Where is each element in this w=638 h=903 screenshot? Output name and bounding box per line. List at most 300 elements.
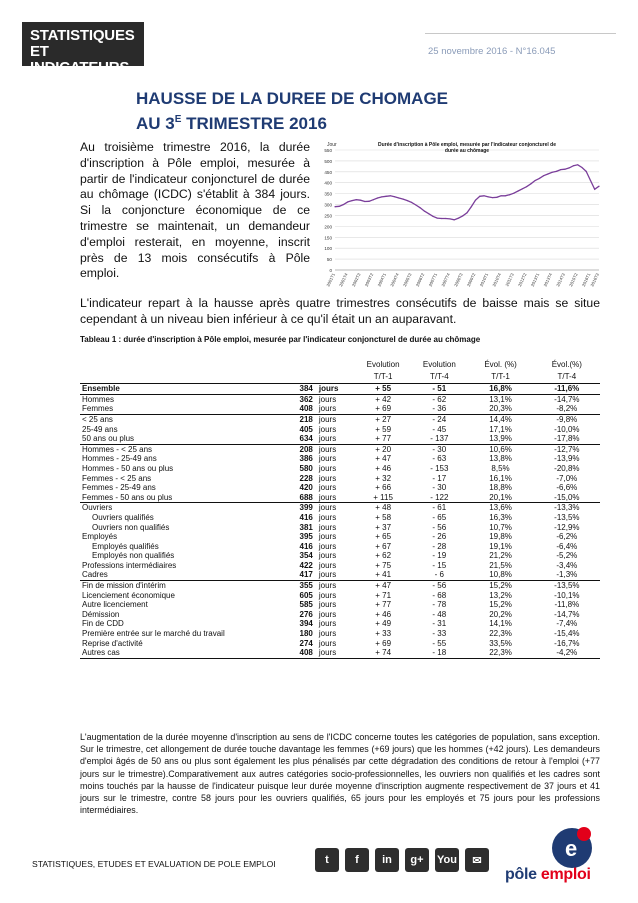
data-point [522,188,523,189]
row-pct-t4: -13,9% [554,454,580,464]
data-point [411,202,412,203]
row-unit: jours [318,512,337,522]
row-pct-t1: 20,1% [489,492,512,502]
row-days: 416 [299,512,313,522]
row-unit: jours [318,492,337,502]
data-point [483,195,484,196]
table-row [80,600,600,610]
row-evol-t1: + 47 [375,454,392,464]
row-evol-t1: + 67 [375,541,392,551]
data-point [564,169,565,170]
row-days: 688 [299,492,313,502]
row-pct-t4: -11,8% [554,600,580,610]
x-tick-label: 2014T3 [555,272,566,288]
row-evol-t1: + 49 [375,619,392,629]
chart-title-line-1: Durée d'inscription à Pôle emploi, mesurée par l'indicateur conjoncturel de [378,142,556,148]
table-caption: Tableau 1 : durée d'inscription à Pôle emploi, mesurée par l'indicateur conjoncturel de durée au chômage [80,335,481,344]
table-row [80,551,600,561]
x-tick-label: 2006T2 [414,272,426,288]
data-point [449,218,450,219]
data-point [500,195,501,196]
row-evol-t4: - 55 [432,638,447,648]
row-pct-t4: -17,8% [554,434,580,444]
row-label: Femmes - 50 ans ou plus [82,492,173,502]
column-header: T/T-4 [429,371,449,381]
data-point [530,183,531,184]
column-header: Évol.(%) [551,360,582,369]
column-header: Évol. (%) [484,360,517,369]
table-row [80,454,600,464]
row-evol-t1: + 71 [375,590,392,600]
row-pct-t4: -9,8% [534,414,600,424]
duration-table [80,360,600,659]
row-unit: jours [318,404,337,414]
row-unit: jours [318,609,337,619]
row-unit: jours [315,444,355,454]
table-row [80,610,600,620]
row-unit: jours [318,532,337,542]
row-evol-t1: + 58 [375,512,392,522]
row-days: 422 [299,560,313,570]
table-row [80,414,600,424]
row-days: 408 [299,404,313,414]
data-point [526,186,527,187]
row-evol-t4: - 33 [432,629,447,639]
table-row [80,561,600,571]
title-line-2-suffix: TRIMESTRE 2016 [181,114,327,133]
y-axis-label: Jour [327,142,337,148]
row-days: 276 [299,609,313,619]
data-point [488,196,489,197]
title-line-1: HAUSSE DE LA DUREE DE CHOMAGE [136,89,449,108]
data-point [360,200,361,201]
row-pct-t1: 16,1% [489,473,512,483]
table-row [80,523,600,533]
row-evol-t4: - 62 [432,394,447,404]
row-evol-t1: + 47 [355,581,411,591]
row-evol-t1: + 27 [355,414,411,424]
header-spacer [80,372,287,384]
row-days: 405 [299,424,313,434]
row-evol-t4: - 17 [432,473,447,483]
row-unit: jours [315,414,355,424]
row-pct-t4: -15,0% [554,492,580,502]
row-days: 605 [299,590,313,600]
row-unit: jours [318,483,337,493]
table-row [80,532,600,542]
row-pct-t4: -14,7% [554,394,580,404]
data-point [373,199,374,200]
row-days: 228 [299,473,313,483]
header-spacer [287,360,315,372]
row-days: 362 [299,394,313,404]
row-pct-t4: -10,1% [554,590,580,600]
data-point [517,190,518,191]
row-pct-t4: -6,4% [556,541,578,551]
header-spacer [315,360,355,372]
row-evol-t4: - 26 [432,532,447,542]
row-unit: jours [318,473,337,483]
row-pct-t4: -13,3% [534,503,600,513]
row-unit: jours [318,638,337,648]
row-pct-t1: 22,3% [489,629,512,639]
logo-word-1: pôle [505,866,537,883]
duration-chart-svg [315,138,605,298]
row-days: 585 [299,600,313,610]
row-pct-t1: 8,5% [491,463,510,473]
row-evol-t4: - 51 [411,384,467,395]
x-tick-label: 2016T1 [580,272,592,288]
table-row [80,464,600,474]
row-pct-t4: -13,5% [554,512,580,522]
brand-line-2: ET INDICATEURS [30,43,130,76]
row-label: Autre licenciement [82,600,148,610]
x-tick-label: 2013T1 [529,272,541,288]
row-pct-t4: -8,2% [556,404,578,414]
row-pct-t1: 19,8% [489,532,512,542]
row-evol-t4: - 68 [432,590,447,600]
row-unit: jours [315,648,355,658]
data-point [581,167,582,168]
row-unit: jours [318,590,337,600]
row-days: 386 [299,454,313,464]
table-row [80,384,600,395]
data-point [556,171,557,172]
row-pct-t1: 15,2% [489,600,512,610]
data-point [513,193,514,194]
row-unit: jours [318,541,337,551]
row-days: 420 [299,483,313,493]
row-evol-t4: - 153 [430,463,449,473]
row-pct-t1: 21,2% [489,551,512,561]
row-pct-t1: 21,5% [489,560,512,570]
table-row [80,483,600,493]
row-pct-t4: -14,7% [554,609,580,619]
analysis-paragraph: L'augmentation de la durée moyenne d'inscription au sens de l'ICDC concerne toutes les catégories de population, sans exception. Sur le trimestre, cet allongement de durée touche davantage les femmes (+69 jours) que les hommes (+42 jours). Les demandeurs d'emploi âgés de 50 ans ou plus sont également les plus pénalisés par cette dégradation des conditions de retour à l'emploi (+77 jours sur le trimestre).Comparativement aux autres catégories socio-professionnelles, les ouvriers non qualifiés et les cadres sont moins touchés par la hausse de l'indicateur puisque leur durée moyenne d'inscription augmente respectivement de 37 jours et 41 jours sur le trimestre, contre 58 jours pour les ouvriers qualifiés, 65 jours pour les employés et 75 jours pour les professions intermédiaires. [80,732,600,816]
row-label: Première entrée sur le marché du travail [82,629,225,639]
row-evol-t4: - 36 [432,404,447,414]
row-unit: jours [318,560,337,570]
row-days: 634 [299,434,313,444]
duration-chart [315,138,605,298]
googleplus-icon[interactable]: g+ [405,848,429,872]
row-days: 180 [299,629,313,639]
row-days: 274 [299,638,313,648]
linkedin-icon[interactable]: in [375,848,399,872]
row-pct-t4: -1,3% [556,570,578,580]
row-pct-t1: 13,8% [489,454,512,464]
row-evol-t1: + 46 [375,463,392,473]
logo-e-glyph: e [565,836,578,861]
row-pct-t4: -12,9% [554,522,580,532]
row-label: Hommes - 25-49 ans [82,454,157,464]
podcast-icon[interactable]: ✉ [465,848,489,872]
data-point [535,180,536,181]
x-tick-label: 2004T4 [389,272,400,288]
data-point [509,194,510,195]
row-pct-t4: -12,7% [534,444,600,454]
x-tick-label: 2008T3 [453,272,464,288]
data-point [390,195,391,196]
y-tick-label: 350 [324,191,332,197]
row-evol-t1: + 32 [375,473,392,483]
x-tick-label: 2012T2 [516,272,528,288]
row-pct-t4: -16,7% [554,638,580,648]
row-pct-t4: -5,2% [556,551,578,561]
row-days: 399 [287,503,315,513]
row-evol-t1: + 33 [375,629,392,639]
row-unit: jours [318,394,337,404]
table-row [80,503,600,513]
data-point [351,200,352,201]
row-evol-t4: - 56 [411,581,467,591]
row-pct-t4: -10,0% [554,424,580,434]
y-tick-label: 450 [324,169,332,175]
row-evol-t4: - 122 [430,492,449,502]
row-unit: jours [318,629,337,639]
row-days: 354 [299,551,313,561]
row-label: Femmes - 25-49 ans [82,483,156,493]
x-tick-label: 2016T3 [589,272,600,288]
table-row [80,434,600,444]
row-pct-t1: 17,1% [489,424,512,434]
table-header-row [80,360,600,372]
facebook-icon[interactable]: f [345,848,369,872]
row-evol-t1: + 55 [355,384,411,395]
column-header: T/T-1 [491,371,510,381]
x-tick-label: 2004T1 [376,272,388,288]
row-evol-t4: - 61 [411,503,467,513]
row-unit: jours [318,600,337,610]
row-label: Employés qualifiés [92,541,159,551]
row-unit: jours [318,570,337,580]
data-point [598,186,599,187]
row-days: 580 [299,463,313,473]
row-pct-t1: 16,3% [489,512,512,522]
x-tick-label: 2011T3 [504,272,515,288]
row-pct-t1: 10,6% [467,444,533,454]
row-pct-t4: -7,0% [556,473,578,483]
data-point [428,213,429,214]
data-point [347,201,348,202]
row-evol-t4: - 63 [432,454,447,464]
data-point [577,164,578,165]
table-row [80,404,600,414]
table-header-row [80,372,600,384]
data-point [573,165,574,166]
x-tick-label: 2001T4 [338,272,349,288]
y-tick-label: 50 [326,257,332,263]
title-line-2 [136,109,448,134]
row-pct-t1: 19,1% [489,541,512,551]
row-pct-t4: -6,6% [556,483,578,493]
row-label: Hommes - 50 ans ou plus [82,463,174,473]
x-tick-label: 2002T3 [350,272,362,288]
youtube-icon[interactable]: You [435,848,459,872]
row-label: < 25 ans [80,414,287,424]
row-days: 408 [287,648,315,658]
row-label: Hommes - < 25 ans [80,444,287,454]
row-evol-t1: + 74 [355,648,411,658]
row-evol-t4: - 15 [432,560,447,570]
row-pct-t1: 14,1% [489,619,512,629]
row-label: Employés non qualifiés [92,551,175,561]
row-unit: jours [315,503,355,513]
y-tick-label: 400 [324,180,332,186]
row-label: Licenciement économique [82,590,175,600]
row-pct-t1: 13,1% [489,394,512,404]
row-evol-t4: - 78 [432,600,447,610]
table-row [80,648,600,658]
intro-paragraph: Au troisième trimestre 2016, la durée d'inscription à Pôle emploi, mesurée à partir de l'indicateur conjoncturel de durée au chômage (ICDC) s'établit à 384 jours. Si la conjoncture économique de ce trimestre se maintenait, un demandeur d'emploi resterait, en moyenne, inscrit près de 13 mois consécutifs à Pôle emploi. [80,140,310,281]
data-point [415,204,416,205]
row-days: 381 [299,522,313,532]
row-evol-t1: + 66 [375,483,392,493]
row-evol-t1: + 69 [375,638,392,648]
row-evol-t4: - 28 [432,541,447,551]
y-tick-label: 500 [324,158,332,164]
y-tick-label: 100 [324,246,332,252]
title-line-2-sup: E [174,114,182,125]
social-links [315,848,489,872]
data-point [590,180,591,181]
data-point [437,217,438,218]
row-days: 208 [287,444,315,454]
data-point [496,197,497,198]
x-tick-label: 2003T2 [363,272,375,288]
data-point [441,218,442,219]
row-evol-t1: + 20 [355,444,411,454]
brand-logo [22,22,144,76]
table-row [80,629,600,639]
row-label: Autres cas [80,648,287,658]
data-point [454,219,455,220]
brand-line-1: STATISTIQUES [30,27,135,44]
row-pct-t4: -4,2% [534,648,600,658]
row-evol-t4: - 137 [430,434,449,444]
table-row [80,619,600,629]
x-tick-label: 2005T3 [402,272,413,288]
data-point [394,196,395,197]
row-evol-t1: + 75 [375,560,392,570]
table-row [80,513,600,523]
title-line-2-prefix: AU 3 [136,114,175,133]
row-pct-t1: 10,8% [489,570,512,580]
row-pct-t4: -7,4% [556,619,578,629]
row-unit: jours [318,434,337,444]
x-tick-label: 2009T2 [465,272,477,288]
row-unit: jours [318,424,337,434]
data-point [398,197,399,198]
row-unit: jours [318,522,337,532]
data-point [364,201,365,202]
data-point [543,175,544,176]
data-point [462,215,463,216]
footer-source: STATISTIQUES, ETUDES ET EVALUATION DE POLE EMPLOI [32,859,276,869]
row-pct-t1: 16,8% [467,384,533,395]
data-point [492,197,493,198]
data-point [432,216,433,217]
header-rule [425,33,616,34]
row-unit: jours [318,463,337,473]
row-pct-t1: 13,6% [467,503,533,513]
row-label: Cadres [82,570,108,580]
row-evol-t4: - 24 [411,414,467,424]
row-evol-t4: - 18 [411,648,467,658]
table-row [80,570,600,580]
table-row [80,639,600,649]
data-point [547,173,548,174]
data-point [407,200,408,201]
row-label: Ouvriers non qualifiés [92,522,170,532]
row-unit: jours [315,384,355,395]
chart-title-line-2: durée au chômage [444,148,490,154]
row-label: Employés [82,532,118,542]
intro-continuation: L'indicateur repart à la hausse après quatre trimestres consécutifs de baisse mais se situe cependant à un niveau bien inférieur à ce qu'il était un an auparavant. [80,296,600,326]
data-point [356,199,357,200]
data-point [505,195,506,196]
row-pct-t1: 20,3% [489,404,512,414]
row-days: 395 [299,532,313,542]
row-days: 394 [299,619,313,629]
column-header: T/T-1 [373,371,393,381]
y-tick-label: 550 [324,148,332,153]
twitter-icon[interactable]: t [315,848,339,872]
logo-red-dot [577,827,591,841]
data-point [475,200,476,201]
x-tick-label: 2013T4 [542,272,554,288]
pole-emploi-wordmark [505,866,591,884]
data-point [343,204,344,205]
row-evol-t4: - 45 [432,424,447,434]
y-tick-label: 250 [324,213,332,219]
row-label: Ouvriers qualifiés [92,512,154,522]
row-evol-t4: - 65 [432,512,447,522]
x-tick-label: 2007T1 [427,272,439,288]
row-evol-t4: - 31 [432,619,447,629]
row-unit: jours [318,551,337,561]
table-row [80,425,600,435]
data-point [445,218,446,219]
row-pct-t1: 22,3% [467,648,533,658]
table-row [80,474,600,484]
x-tick-label: 2001T1 [325,272,336,288]
row-pct-t4: -20,8% [554,463,580,473]
data-point [586,171,587,172]
row-evol-t1: + 46 [375,609,392,619]
row-days: 218 [287,414,315,424]
row-pct-t4: -11,6% [534,384,600,395]
row-evol-t1: + 115 [373,492,393,502]
data-point [420,207,421,208]
table-row [80,581,600,591]
table-row [80,394,600,404]
y-tick-label: 300 [324,202,332,208]
row-label: Femmes [82,404,114,414]
row-days: 416 [299,541,313,551]
row-evol-t1: + 41 [375,570,392,580]
data-point [458,217,459,218]
y-tick-label: 0 [329,268,332,273]
x-tick-label: 2007T4 [440,272,451,288]
row-pct-t1: 10,7% [489,522,512,532]
row-days: 355 [287,581,315,591]
row-pct-t1: 18,8% [489,483,512,493]
row-evol-t1: + 62 [375,551,392,561]
row-pct-t1: 15,2% [467,581,533,591]
logo-word-2: emploi [540,866,591,883]
data-point [552,172,553,173]
